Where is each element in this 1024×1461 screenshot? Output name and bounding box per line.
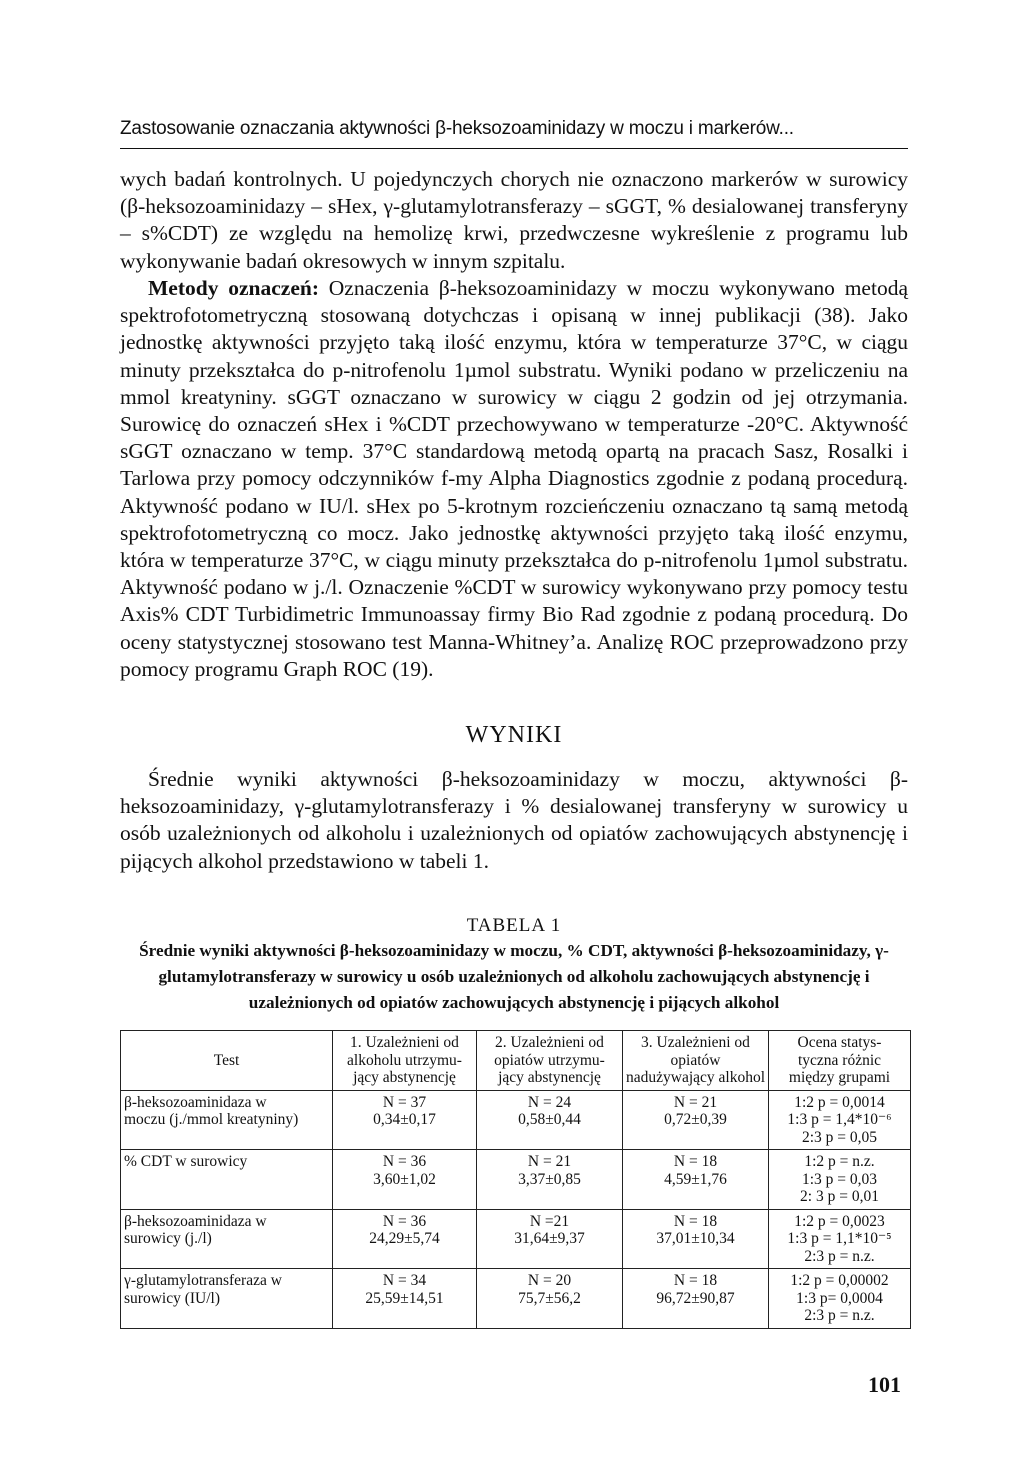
cell-line: N =21 (529, 1212, 570, 1230)
cell-line: % CDT w surowicy (124, 1153, 248, 1170)
cell-line: 37,01±10,34 (656, 1230, 735, 1247)
cell-line: N = 18 (673, 1153, 718, 1170)
cell-line: N = 24 (527, 1093, 572, 1111)
cell-group-1 (333, 1090, 477, 1150)
cell-stat (769, 1090, 911, 1150)
cell-group-2 (477, 1150, 623, 1210)
header-stat-line: Ocena statys- (797, 1034, 882, 1051)
cell-line: 31,64±9,37 (514, 1230, 585, 1247)
cell-line: surowicy (j./l) (124, 1230, 212, 1247)
cell-line: β-heksozoaminidaza w (124, 1212, 267, 1230)
cell-line: N = 37 (382, 1093, 427, 1111)
header-group-1 (333, 1031, 477, 1091)
cell-line: N = 18 (673, 1212, 718, 1230)
cell-line: β-heksozoaminidaza w (124, 1093, 267, 1111)
header-stat-line: tyczna różnic (797, 1051, 882, 1069)
header-group-2 (477, 1031, 623, 1091)
cell-line: 0,72±0,39 (664, 1111, 727, 1128)
cell-line: N = 21 (527, 1153, 572, 1170)
table-row (121, 1209, 911, 1269)
section-heading-results: WYNIKI (465, 722, 563, 748)
cell-line: 24,29±5,74 (369, 1230, 440, 1247)
header-rule (120, 148, 908, 149)
cell-line: 1:3 p = 1,4*10⁻⁶ (787, 1111, 892, 1128)
cell-group-3 (623, 1090, 769, 1150)
table-caption: Średnie wyniki aktywności β-heksozoaminidazy w moczu, % CDT, aktywności β-heksozoaminidazy, γ-glutamylotransferazy w surowicy u osób uzależnionych od alkoholu zachowujących abstynencję i uzależnionych od opiatów zachowujących abstynencję i pijących alkohol (139, 941, 889, 1012)
header-group-2-line: jący abstynencję (498, 1069, 601, 1086)
cell-line: N = 34 (382, 1272, 427, 1289)
cell-group-3 (623, 1150, 769, 1210)
cell-test (121, 1269, 333, 1329)
methods-lead-in: Metody oznaczeń: (148, 276, 319, 300)
header-group-2-line: 2. Uzależnieni od (495, 1034, 604, 1051)
cell-line: 25,59±14,51 (365, 1289, 444, 1307)
cell-group-2 (477, 1269, 623, 1329)
cell-line: 4,59±1,76 (664, 1170, 727, 1188)
table-row (121, 1150, 911, 1210)
cell-line: 2:3 p = 0,05 (801, 1128, 878, 1146)
cell-test (121, 1209, 333, 1269)
header-group-3-line: opiatów nadużywający alkohol (626, 1051, 766, 1086)
cell-test (121, 1150, 333, 1210)
cell-group-2 (477, 1090, 623, 1150)
cell-line: N = 21 (673, 1093, 718, 1111)
paragraph-results-intro: Średnie wyniki aktywności β-heksozoaminidazy w moczu, aktywności β-heksozoaminidazy, γ-glutamylotransferazy i % desialowanej transferyny w surowicy u osób uzależnionych od alkoholu i uzależnionych od opiatów zachowujących abstynencję i pijących alkohol przedstawiono w tabeli 1. (120, 767, 908, 873)
paragraph-control-studies: wych badań kontrolnych. U pojedynczych chorych nie oznaczono markerów w surowicy (β-heksozoaminidazy – sHex, γ-glutamylotransferazy – sGGT, % desialowanej transferyny – s%CDT) ze względu na hemolizę krwi, przedwczesne wykreślenie z programu lub wykonywanie badań okresowych w innym szpitalu. (120, 167, 908, 273)
cell-group-3 (623, 1269, 769, 1329)
cell-line: N = 36 (382, 1212, 427, 1230)
cell-line: 1:2 p = 0,0014 (794, 1093, 885, 1111)
cell-line: N = 36 (382, 1153, 427, 1170)
header-group-3-line: 3. Uzależnieni od (641, 1034, 750, 1051)
running-header: Zastosowanie oznaczania aktywności β-heksozoaminidazy w moczu i markerów... (120, 118, 794, 139)
cell-stat (769, 1209, 911, 1269)
header-test: Test (121, 1031, 333, 1091)
header-group-1-line: 1. Uzależnieni od (350, 1034, 459, 1051)
cell-group-1 (333, 1150, 477, 1210)
cell-line: 2: 3 p = 0,01 (800, 1188, 879, 1205)
cell-line: moczu (j./mmol kreatyniny) (124, 1111, 299, 1128)
header-group-2-line: opiatów utrzymu- (494, 1051, 605, 1069)
header-group-1-line: alkoholu utrzymu- (347, 1051, 462, 1069)
cell-line: N = 20 (527, 1272, 572, 1289)
cell-line: 3,60±1,02 (373, 1170, 436, 1188)
cell-line: 0,58±0,44 (518, 1111, 581, 1128)
cell-group-2 (477, 1209, 623, 1269)
cell-line: 1:2 p = n.z. (804, 1153, 875, 1170)
table-header-row (121, 1031, 911, 1091)
cell-line: 96,72±90,87 (656, 1289, 735, 1307)
cell-group-3 (623, 1209, 769, 1269)
results-table (120, 1030, 911, 1329)
methods-text: Oznaczenia β-heksozoaminidazy w moczu wykonywano metodą spektrofotometryczną stosowaną dotychczas i opisaną w innej publikacji (38). Jako jednostkę aktywności przyjęto taką ilość enzymu, która w temperaturze 37°C, w ciągu minuty przekształca do p-nitrofenolu 1µmol substratu. Wyniki podano w przeliczeniu na mmol kreatyniny. sGGT oznaczano w surowicy w ciągu 2 godzin od jej otrzymania. Surowicę do oznaczeń sHex i %CDT przechowywano w temperaturze -20°C. Aktywność sGGT oznaczano w temp. 37°C standardową metodą opartą na pracach Sasz, Rosalki i Tarlowa przy pomocy odczynników f-my Alpha Diagnostics zgodnie z podaną procedurą. Aktywność podano w IU/l. sHex po 5-krotnym rozcieńczeniu oznaczano tą samą metodą spektrofotometryczną co mocz. Jako jednostkę aktywności przyjęto taką ilość enzymu, która w temperaturze 37°C, w ciągu minuty przekształca do p-nitrofenolu 1µmol substratu. Aktywność podano w j./l. Oznaczenie %CDT w surowicy wykonywano przy pomocy testu Axis% CDT Turbidimetric Immunoassay firmy Bio Rad zgodnie z podaną procedurą. Do oceny statystycznej stosowano test Manna-Whitney’a. Analizę ROC przeprowadzono przy pomocy programu Graph ROC (19). (120, 276, 908, 681)
table-row (121, 1269, 911, 1329)
cell-line: 1:2 p = 0,00002 (790, 1272, 889, 1289)
header-group-1-line: jący abstynencję (353, 1069, 456, 1086)
cell-line: 1:3 p= 0,0004 (796, 1289, 883, 1307)
cell-test (121, 1090, 333, 1150)
cell-line: 3,37±0,85 (518, 1170, 581, 1188)
cell-line: 0,34±0,17 (373, 1111, 436, 1128)
header-stat-line: między grupami (788, 1069, 891, 1086)
cell-line: 2:3 p = n.z. (804, 1307, 875, 1324)
cell-stat (769, 1269, 911, 1329)
cell-line: N = 18 (673, 1272, 718, 1289)
cell-line: 1:3 p = 0,03 (801, 1170, 878, 1188)
cell-line: 75,7±56,2 (518, 1289, 581, 1307)
cell-line: 1:2 p = 0,0023 (794, 1212, 885, 1230)
header-stat (769, 1031, 911, 1091)
cell-group-1 (333, 1209, 477, 1269)
header-group-3 (623, 1031, 769, 1091)
cell-line: 1:3 p = 1,1*10⁻⁵ (787, 1230, 892, 1247)
table-row (121, 1090, 911, 1150)
cell-group-1 (333, 1269, 477, 1329)
page-number: 101 (868, 1372, 901, 1397)
table-label: TABELA 1 (466, 915, 562, 936)
cell-line: surowicy (IU/l) (124, 1289, 220, 1307)
cell-line: γ-glutamylotransferaza w (124, 1272, 282, 1289)
paragraph-methods (120, 275, 908, 683)
cell-line: 2:3 p = n.z. (804, 1247, 875, 1265)
cell-stat (769, 1150, 911, 1210)
